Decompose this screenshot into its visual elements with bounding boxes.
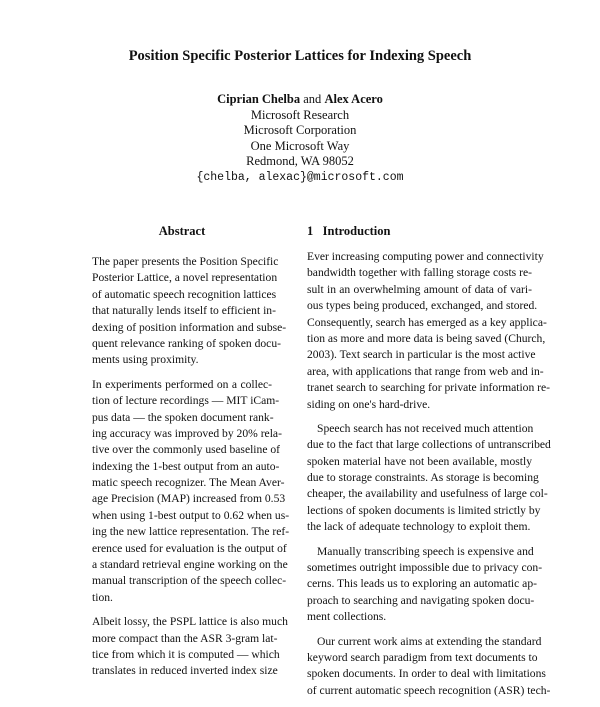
paragraph <box>307 249 551 413</box>
text-line: age Precision (MAP) increased from 0.53 <box>92 492 286 506</box>
text-line: sult in an overwhelming amount of data of vari- <box>307 282 532 296</box>
text-line: proach to searching and navigating spoken docu- <box>307 593 535 607</box>
text-line: area, with applications that range from web and in- <box>307 364 544 378</box>
text-line: tive over the commonly used baseline of <box>92 443 281 457</box>
text-line: ments using proximity. <box>92 353 199 367</box>
text-line: pus data — the spoken document rank- <box>92 410 274 424</box>
author-block <box>0 92 600 185</box>
section-number: 1 <box>307 224 314 238</box>
intro-heading <box>307 224 390 239</box>
text-line: matic speech recognizer. The Mean Aver- <box>92 476 285 490</box>
text-line: 2003). Text search in particular is the most active <box>307 348 536 362</box>
text-line: sometimes outright impossible due to privacy con- <box>307 561 543 575</box>
text-line: tice from which it is computed — which <box>92 647 280 661</box>
author-email: {chelba, alexac}@microsoft.com <box>196 170 404 184</box>
abstract-heading: Abstract <box>158 224 206 238</box>
text-line: The paper presents the Position Specific <box>92 255 279 268</box>
text-line: lections of spoken documents is limited strictly by <box>307 503 541 517</box>
text-line: ing the new lattice representation. The ref- <box>92 525 290 539</box>
text-line: ing accuracy was improved by 20% rela- <box>92 426 282 440</box>
paragraph <box>307 421 551 536</box>
text-line: tranet search to searching for private information re- <box>307 381 551 395</box>
text-line: Albeit lossy, the PSPL lattice is also much <box>92 615 288 629</box>
author-names <box>0 92 600 108</box>
affiliation-line: One Microsoft Way <box>250 138 350 153</box>
paragraph <box>92 614 288 680</box>
text-line: In experiments performed on a collec- <box>92 377 272 391</box>
text-line: erence used for evaluation is the output of <box>92 541 287 555</box>
paragraph <box>92 254 287 369</box>
text-line: more compact than the ASR 3-gram lat- <box>92 631 278 645</box>
text-line: indexing the 1-best output from an auto- <box>92 459 280 473</box>
text-line: keyword search paradigm from text documents to <box>307 650 538 664</box>
text-line: Ever increasing computing power and connectivity <box>307 250 544 263</box>
text-line: tion as more and more data is being saved (Church, <box>307 331 546 345</box>
text-line: siding on one's hard-drive. <box>307 397 431 411</box>
text-line: the lack of adequate technology to exploit them. <box>307 520 531 534</box>
affiliation-line: Microsoft Corporation <box>243 123 357 137</box>
text-line: spoken material have not been available, mostly <box>307 454 532 468</box>
author-1: Ciprian Chelba <box>217 92 301 106</box>
text-line: dexing of position information and subse- <box>92 320 287 334</box>
text-line: Consequently, search has emerged as a key applica- <box>307 315 547 329</box>
author-conjunction: and <box>303 92 322 106</box>
author-2: Alex Acero <box>324 92 383 106</box>
text-line: spoken documents. In order to deal with limitations <box>307 667 546 681</box>
text-line: when using 1-best output to 0.62 when us- <box>92 508 290 522</box>
text-line: Posterior Lattice, a novel representation <box>92 271 278 285</box>
text-line: ous types being produced, exchanged, and stored. <box>307 299 538 313</box>
paragraph <box>307 634 551 700</box>
text-line: of current automatic speech recognition (ASR) tech- <box>307 683 551 697</box>
text-line: Manually transcribing speech is expensive and <box>317 544 534 558</box>
paragraph <box>92 377 290 606</box>
text-line: translates in reduced inverted index size <box>92 664 278 678</box>
text-line: ment collections. <box>307 610 387 624</box>
affiliation-line: Redmond, WA 98052 <box>246 154 354 168</box>
paragraph <box>307 544 543 626</box>
text-line: quent relevance ranking of spoken docu- <box>92 336 281 350</box>
abstract-body <box>92 254 290 688</box>
text-line: Our current work aims at extending the standard <box>317 634 542 648</box>
text-line: bandwidth together with falling storage costs re- <box>307 266 532 280</box>
section-title: Introduction <box>322 224 391 238</box>
text-line: Speech search has not received much attention <box>317 421 534 435</box>
intro-body <box>307 249 551 707</box>
paper-title: Position Specific Posterior Lattices for Indexing Speech <box>128 48 472 64</box>
text-line: of automatic speech recognition lattices <box>92 287 277 301</box>
text-line: tion. <box>92 590 113 604</box>
text-line: tion of lecture recordings — MIT iCam- <box>92 394 280 408</box>
text-line: manual transcription of the speech collec- <box>92 574 287 588</box>
text-line: due to storage constraints. As storage is becoming <box>307 471 539 485</box>
text-line: cheaper, the availability and usefulness of large col- <box>307 487 548 501</box>
text-line: due to the fact that large collections of untranscribed <box>307 438 551 452</box>
text-line: that naturally lends itself to efficient in- <box>92 304 276 318</box>
text-line: a standard retrieval engine working on the <box>92 558 288 572</box>
affiliation-line: Microsoft Research <box>250 107 350 122</box>
text-line: cerns. This leads us to exploring an automatic ap- <box>307 577 537 591</box>
